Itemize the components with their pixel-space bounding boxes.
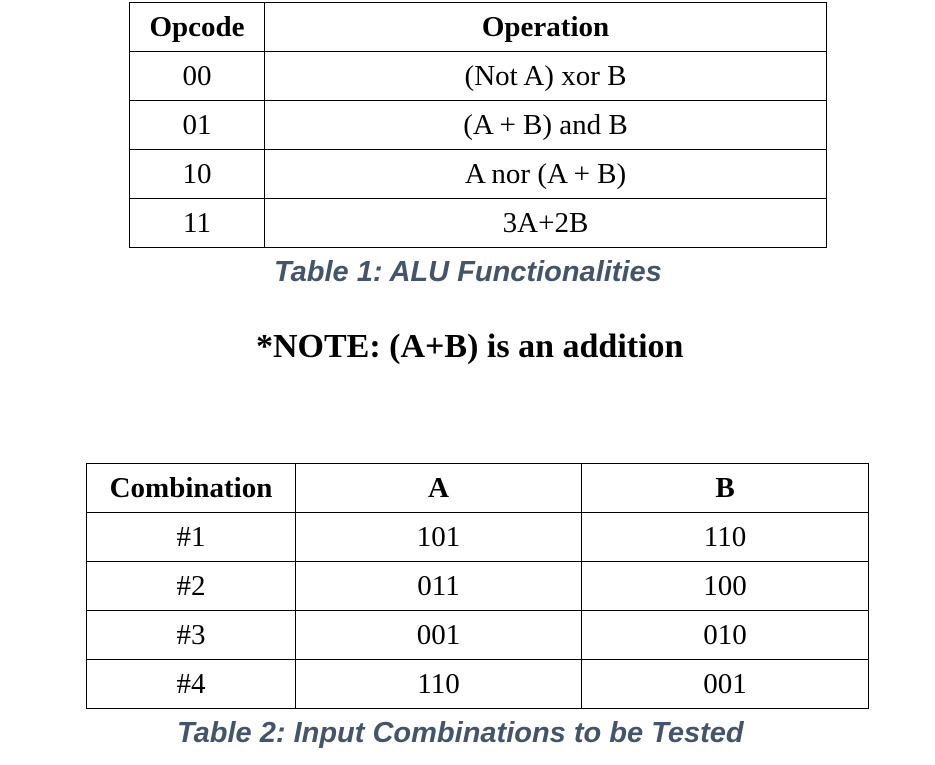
- table-row: [130, 150, 827, 199]
- combination-cell: #2: [87, 562, 296, 611]
- table2-caption: Table 2: Input Combinations to be Tested: [177, 717, 744, 749]
- table-row: [87, 611, 869, 660]
- table1-caption: Table 1: ALU Functionalities: [274, 256, 662, 288]
- a-cell: 001: [296, 611, 582, 660]
- b-cell: 010: [582, 611, 869, 660]
- table-row: [130, 199, 827, 248]
- table-header-row: [130, 3, 827, 52]
- a-cell: 110: [296, 660, 582, 709]
- opcode-cell: 01: [130, 101, 265, 150]
- table-row: [87, 562, 869, 611]
- operation-cell: (Not A) xor B: [265, 52, 827, 101]
- combination-header: Combination: [87, 464, 296, 513]
- a-cell: 101: [296, 513, 582, 562]
- a-header: A: [296, 464, 582, 513]
- opcode-cell: 00: [130, 52, 265, 101]
- b-header: B: [582, 464, 869, 513]
- combination-cell: #3: [87, 611, 296, 660]
- table-row: [87, 660, 869, 709]
- b-cell: 110: [582, 513, 869, 562]
- combination-cell: #4: [87, 660, 296, 709]
- operation-header: Operation: [265, 3, 827, 52]
- input-combinations-table: [86, 463, 869, 709]
- table-row: [87, 513, 869, 562]
- operation-cell: (A + B) and B: [265, 101, 827, 150]
- table-row: [130, 101, 827, 150]
- b-cell: 100: [582, 562, 869, 611]
- operation-cell: 3A+2B: [265, 199, 827, 248]
- b-cell: 001: [582, 660, 869, 709]
- table-row: [130, 52, 827, 101]
- addition-note: *NOTE: (A+B) is an addition: [256, 328, 684, 365]
- combination-cell: #1: [87, 513, 296, 562]
- opcode-cell: 10: [130, 150, 265, 199]
- table-header-row: [87, 464, 869, 513]
- opcode-cell: 11: [130, 199, 265, 248]
- alu-functionalities-table: [129, 2, 827, 248]
- opcode-header: Opcode: [130, 3, 265, 52]
- operation-cell: A nor (A + B): [265, 150, 827, 199]
- a-cell: 011: [296, 562, 582, 611]
